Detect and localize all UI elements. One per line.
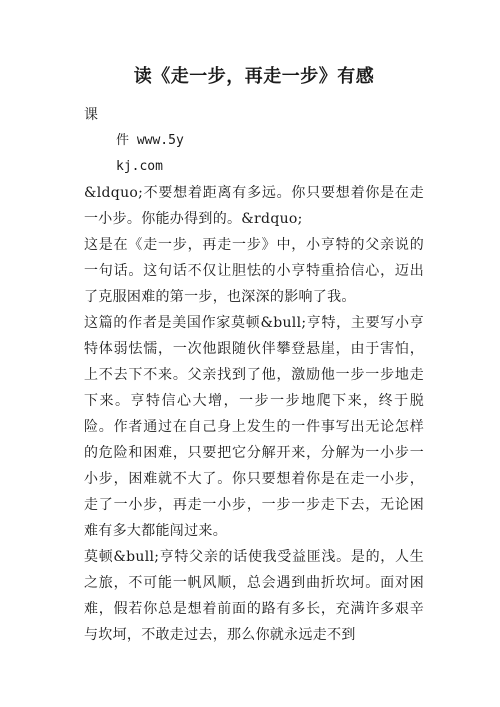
paragraph-2: 这是在《走一步，再走一步》中，小亨特的父亲说的一句话。这句话不仅让胆怯的小亨特重拾信心，迈出了克服困难的第一步，也深深的影响了我。 xyxy=(84,237,424,305)
paragraph-1: &ldquo;不要想着距离有多远。你只要想着你是在走一小步。你能办得到的。&rdquo; xyxy=(84,185,424,227)
document-title: 读《走一步，再走一步》有感 xyxy=(133,66,375,87)
source-meta xyxy=(84,102,424,180)
paragraph-3: 这篇的作者是美国作家莫顿&bull;亨特，主要写小亨特体弱怯懦，一次他跟随伙伴攀登悬崖，由于害怕，上不去下不来。父亲找到了他，激励他一步一步地走下来。亨特信心大增，一步一步地爬下来，终于脱险。作者通过在自己身上发生的一件事写出无论怎样的危险和困难，只要把它分解开来，分解为一小步一小步，困难就不大了。你只要想着你是在走一小步，走了一小步，再走一小步，一步一步走下去，无论困难有多大都能闯过来。 xyxy=(84,315,424,539)
paragraph-4: 莫顿&bull;亨特父亲的话使我受益匪浅。是的，人生之旅，不可能一帆风顺，总会遇到曲折坎坷。面对困难，假若你总是想着前面的路有多长，充满许多艰辛与坎坷，不敢走过去，那么你就永远走不到 xyxy=(84,549,424,643)
meta-line-1: 课 xyxy=(84,107,98,123)
meta-line-2: 件 www.5y xyxy=(116,133,184,148)
meta-line-3: kj.com xyxy=(116,159,163,174)
document-body xyxy=(84,180,424,648)
